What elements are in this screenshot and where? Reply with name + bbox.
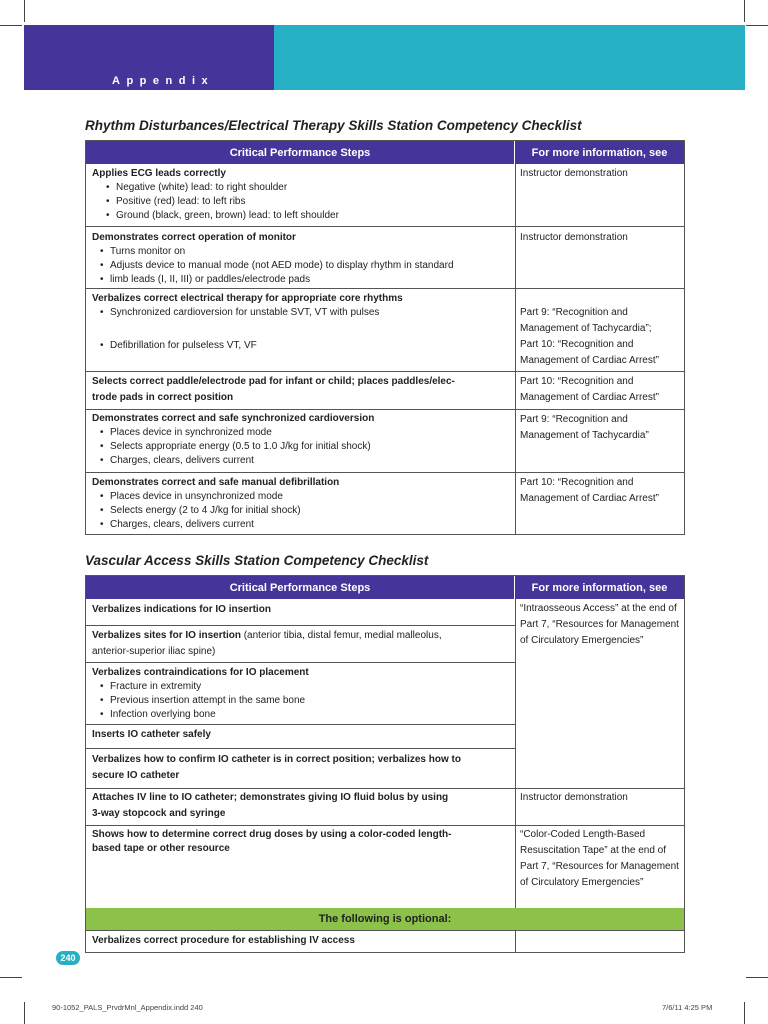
step-title: Verbalizes how to confirm IO catheter is in correct position; verbalizes how to [92,754,461,765]
table2-col1-header: Critical Performance Steps [86,576,515,599]
step-title: Demonstrates correct and safe synchronized cardioversion [92,413,375,424]
info-cell: Part 10: “Recognition and Management of Cardiac Arrest” [520,376,659,403]
info-cell: Part 10: “Recognition and Management of Cardiac Arrest” [520,477,659,504]
table2-title: Vascular Access Skills Station Competency Checklist [85,553,429,568]
step-title: Applies ECG leads correctly [92,168,226,179]
optional-section-banner: The following is optional: [86,908,684,930]
table-row [92,828,510,856]
step-title: Selects correct paddle/electrode pad for infant or child; places paddles/elec- [92,376,455,387]
step-title-continued: trode pads in correct position [92,392,234,403]
step-title-continued: based tape or other resource [92,843,230,854]
table-row [92,752,510,784]
list-item: • Previous insertion attempt in the same bone [100,694,510,708]
step-title: Verbalizes correct electrical therapy for appropriate core rhythms [92,293,403,304]
info-cell: Instructor demonstration [520,792,628,803]
vascular-access-checklist-table [85,575,685,953]
list-item: • Charges, clears, delivers current [100,454,510,468]
step-detail: (anterior tibia, distal femur, medial malleolus, [240,630,442,641]
info-cell: “Color-Coded Length-Based Resuscitation Tape” at the end of Part 7, “Resources for Management of Circulatory Emergencies” [520,829,679,888]
crop-mark [746,25,768,26]
list-item: • Selects appropriate energy (0.5 to 1.0 J/kg for initial shock) [100,440,510,454]
print-slug-filename: 90-1052_PALS_PrvdrMnl_Appendix.indd 240 [52,1003,203,1012]
info-cell-2: Part 10: “Recognition and Management of Cardiac Arrest” [520,339,659,366]
page-number-badge: 240 [56,951,80,965]
step-title: Verbalizes indications for IO insertion [92,604,271,615]
table-row [92,790,510,822]
step-title-continued: secure IO catheter [92,770,180,781]
crop-mark [744,0,745,22]
info-cell: Part 9: “Recognition and Management of Tachycardia”; [520,307,652,334]
list-item: • Positive (red) lead: to left ribs [106,195,510,209]
list-item: • Places device in synchronized mode [100,426,510,440]
table-row [92,412,510,468]
step-detail-continued: anterior-superior iliac spine) [92,646,216,657]
table-row [92,476,510,532]
info-cell: Instructor demonstration [520,232,628,243]
table-row [92,628,510,660]
step-title: Verbalizes contraindications for IO placement [92,667,309,678]
step-title-continued: 3-way stopcock and syringe [92,808,226,819]
table-row [92,934,510,948]
list-item: • Infection overlying bone [100,708,510,722]
crop-mark [744,1002,745,1024]
crop-mark [24,0,25,22]
list-item: • Charges, clears, delivers current [100,518,510,532]
crop-mark [24,1002,25,1024]
crop-mark [746,977,768,978]
list-item: • Negative (white) lead: to right shoulder [106,181,510,195]
table-row [92,666,510,722]
table2-col2-header: For more information, see [515,576,684,599]
table-row [92,374,510,406]
io-group-info-cell: “Intraosseous Access” at the end of Part 7, “Resources for Management of Circulatory Emergencies” [520,603,679,646]
info-cell: Part 9: “Recognition and Management of Tachycardia” [520,414,649,441]
step-title: Shows how to determine correct drug doses by using a color-coded length- [92,829,452,840]
list-item: • Ground (black, green, brown) lead: to left shoulder [106,209,510,223]
table-row [92,603,510,617]
list-item: • Places device in unsynchronized mode [100,490,510,504]
table1-col2-header: For more information, see [515,141,684,164]
list-item: • Adjusts device to manual mode (not AED mode) to display rhythm in standard [100,259,510,273]
list-item: • Turns monitor on [100,245,510,259]
step-title: Verbalizes sites for IO insertion [92,630,241,641]
table-row [92,167,510,223]
list-item: • Selects energy (2 to 4 J/kg for initial shock) [100,504,510,518]
table-row [92,728,510,742]
info-cell: Instructor demonstration [520,168,628,179]
step-title: Demonstrates correct and safe manual defibrillation [92,477,340,488]
list-item: • Defibrillation for pulseless VT, VF [100,339,510,353]
print-slug-timestamp: 7/6/11 4:25 PM [662,1003,713,1012]
step-title: Verbalizes correct procedure for establishing IV access [92,935,355,946]
table-row [92,292,510,353]
list-item: • Synchronized cardioversion for unstable SVT, VT with pulses [100,306,510,320]
appendix-label: Appendix [112,75,215,87]
crop-mark [0,25,22,26]
step-title: Inserts IO catheter safely [92,729,211,740]
rhythm-checklist-table [85,140,685,535]
step-title: Attaches IV line to IO catheter; demonstrates giving IO fluid bolus by using [92,792,449,803]
table-row [92,231,510,287]
step-title: Demonstrates correct operation of monitor [92,232,296,243]
header-band-teal [274,25,745,90]
list-item: • Fracture in extremity [100,680,510,694]
crop-mark [0,977,22,978]
table1-title: Rhythm Disturbances/Electrical Therapy Skills Station Competency Checklist [85,118,582,133]
list-item-continued: • limb leads (I, II, III) or paddles/electrode pads [100,273,510,287]
table1-col1-header: Critical Performance Steps [86,141,515,164]
